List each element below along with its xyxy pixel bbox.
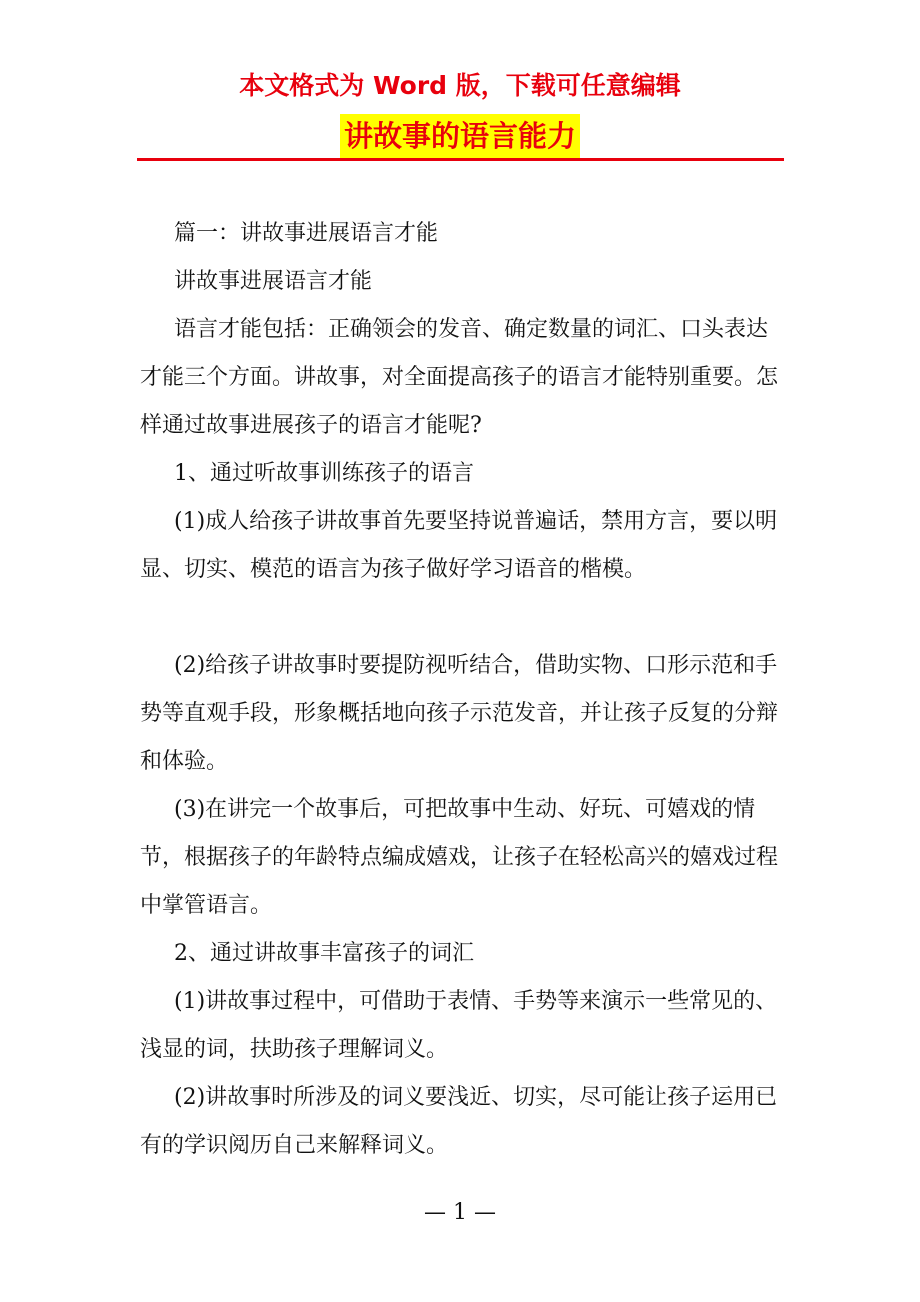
format-notice: 本文格式为 Word 版，下载可任意编辑 (239, 71, 681, 100)
subheading: 讲故事进展语言才能 (174, 269, 373, 294)
paragraph-2-1: (1)讲故事过程中，可借助于表情、手势等来演示一些常见的、浅显的词，扶助孩子理解词义。 (140, 989, 778, 1062)
point-heading-1: 1、通过听故事训练孩子的语言 (174, 461, 474, 486)
paragraph-1-3: (3)在讲完一个故事后，可把故事中生动、好玩、可嬉戏的情节，根据孩子的年龄特点编成嬉戏，让孩子在轻松高兴的嬉戏过程中掌管语言。 (140, 797, 779, 918)
intro-paragraph: 语言才能包括：正确领会的发音、确定数量的词汇、口头表达才能三个方面。讲故事，对全面提高孩子的语言才能特别重要。怎样通过故事进展孩子的语言才能呢? (140, 317, 779, 438)
paragraph-2-2: (2)讲故事时所涉及的词义要浅近、切实，尽可能让孩子运用已有的学识阅历自己来解释词义。 (140, 1085, 778, 1158)
header-divider (137, 158, 784, 161)
paragraph-1-2: (2)给孩子讲故事时要提防视听结合，借助实物、口形示范和手势等直观手段，形象概括地向孩子示范发音，并让孩子反复的分辩和体验。 (140, 653, 779, 774)
title-row (0, 114, 920, 158)
section-heading: 篇一：讲故事进展语言才能 (174, 221, 439, 246)
paragraph-1-1: (1)成人给孩子讲故事首先要坚持说普遍话，禁用方言，要以明显、切实、模范的语言为孩子做好学习语音的楷模。 (140, 509, 778, 582)
point-heading-2: 2、通过讲故事丰富孩子的词汇 (174, 941, 474, 966)
document-title: 讲故事的语言能力 (340, 114, 580, 158)
page-number: — 1 — (424, 1200, 496, 1225)
document-body (140, 210, 780, 1170)
